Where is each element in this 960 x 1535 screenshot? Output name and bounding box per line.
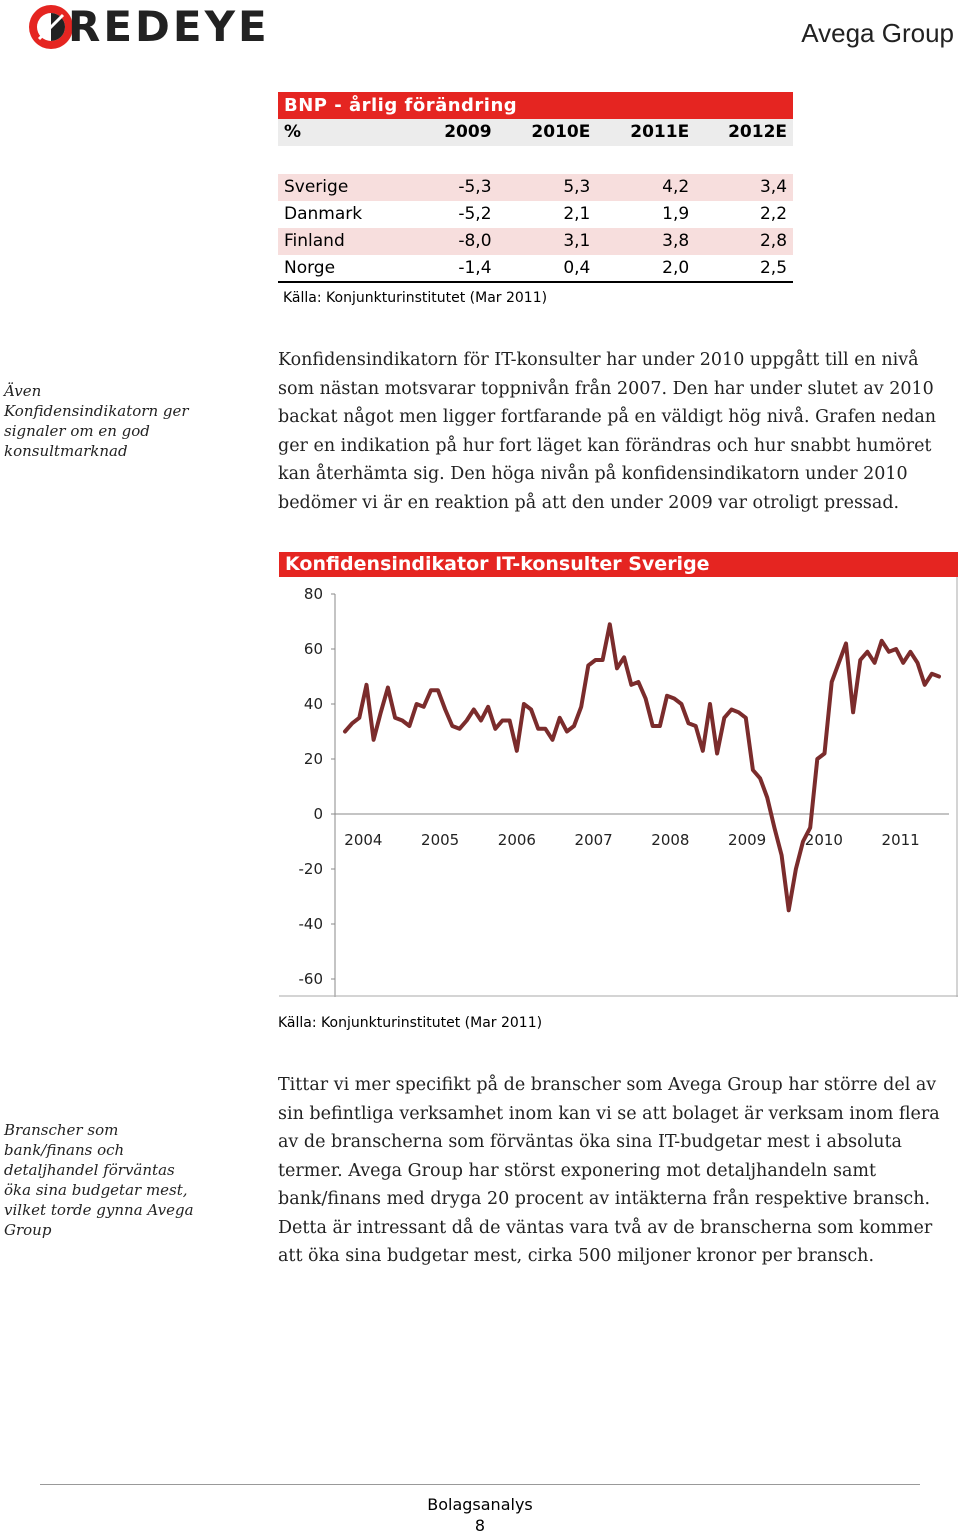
y-tick-label: 40 [303,695,323,713]
table-cell: 2,2 [759,204,788,224]
chart-source: Källa: Konjunkturinstitutet (Mar 2011) [278,1015,543,1031]
y-tick-label: 20 [303,750,323,768]
gdp-header-cell: 2009 [444,122,492,142]
y-tick-label: -40 [298,915,323,933]
table-cell: Danmark [284,204,363,224]
table-cell: 0,4 [563,258,591,278]
company-name: Avega Group [801,18,954,48]
table-cell: 3,1 [563,231,591,251]
page-number: 8 [474,1516,486,1535]
gdp-table-title: BNP - årlig förändring [278,92,793,119]
gdp-table-source: Källa: Konjunkturinstitutet (Mar 2011) [283,290,548,306]
table-cell: 1,9 [662,204,690,224]
table-cell: 3,8 [662,231,690,251]
x-tick-label: 2007 [574,831,613,849]
x-tick-label: 2006 [497,831,536,849]
gdp-table [278,92,793,283]
table-cell: 2,5 [759,258,788,278]
x-tick-label: 2010 [804,831,843,849]
table-cell: 2,8 [759,231,788,251]
table-cell: Norge [284,258,336,278]
y-tick-label: -20 [298,860,323,878]
table-cell: -5,3 [458,177,492,197]
y-tick-label: 80 [303,585,323,603]
table-cell: 2,1 [563,204,591,224]
table-cell: 2,0 [662,258,690,278]
gdp-header-cell: 2012E [728,122,788,142]
table-cell: 4,2 [662,177,690,197]
table-cell: -1,4 [458,258,492,278]
y-tick-label: 0 [313,805,323,823]
table-cell: 5,3 [563,177,591,197]
x-tick-label: 2009 [728,831,767,849]
x-tick-label: 2005 [421,831,460,849]
x-tick-label: 2004 [344,831,383,849]
x-tick-label: 2011 [881,831,920,849]
footer-label: Bolagsanalys [427,1495,533,1514]
y-tick-label: 60 [303,640,323,658]
gdp-header-cell: % [284,122,302,142]
table-cell: Sverige [284,177,349,197]
table-cell: -5,2 [458,204,492,224]
footer-divider [40,1484,920,1485]
side-note: Branscher som bank/finans och detaljhandel förväntas öka sina budgetar mest, vilket torde gynna Avega Group [4,1121,194,1239]
gdp-table-header [278,119,793,146]
chart-title: Konfidensindikator IT-konsulter Sverige [279,552,958,577]
side-note: Även Konfidensindikatorn ger signaler om en god konsultmarknad [4,382,189,460]
table-row [278,174,793,201]
gdp-header-cell: 2011E [630,122,690,142]
table-row [278,228,793,255]
x-tick-label: 2008 [651,831,690,849]
gdp-header-cell: 2010E [531,122,591,142]
table-row [278,201,793,228]
confidence-line-chart [279,577,958,997]
table-cell: Finland [284,231,345,251]
body-paragraph: Konfidensindikatorn för IT-konsulter har under 2010 uppgått till en nivå som nästan motsvarar toppnivån från 2007. Den har under slutet av 2010 backat något men ligger fortfarande på en väldigt hög nivå. Grafen nedan ger en indikation på hur fort läget kan förändras och hur snabbt humöret kan återhämta sig. Den höga nivån på konfidensindikatorn under 2010 bedömer vi är en reaktion på att den under 2009 var otroligt pressad. [278,350,937,513]
logo-text: REDEYE [68,2,270,51]
series-line [345,624,939,910]
table-cell: -8,0 [458,231,492,251]
y-tick-label: -60 [298,970,323,988]
table-cell: 3,4 [759,177,788,197]
table-row [278,255,793,283]
body-paragraph: Tittar vi mer specifikt på de branscher som Avega Group har större del av sin befintliga verksamhet inom kan vi se att bolaget är verksam inom flera av de branscherna som förväntas öka sina IT-budgetar mest i absoluta termer. Avega Group har störst exponering mot detaljhandeln samt bank/finans med dryga 20 procent av intäkterna från respektive bransch. Detta är intressant då de väntas vara två av de branscherna som kommer att öka sina budgetar mest, cirka 500 miljoner kronor per bransch. [278,1075,940,1266]
